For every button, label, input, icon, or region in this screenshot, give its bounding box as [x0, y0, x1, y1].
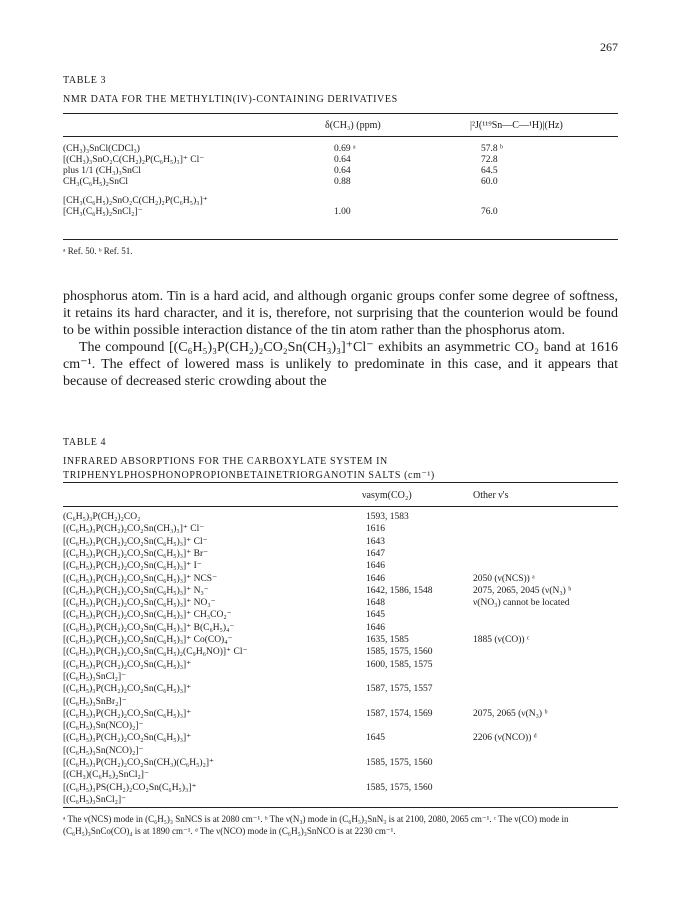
table3-row-cell-compound: [CH₃(C₆H₅)₂SnO₂C(CH₂)₂P(C₆H₅)₃]⁺ [63, 196, 208, 206]
table3-row-cell-delta: 0.64 [334, 166, 351, 176]
page-number: 267 [600, 40, 618, 54]
table4-row-cell-asym: 1646 [366, 573, 385, 584]
table4-row-cell-asym: 1587, 1575, 1557 [366, 684, 433, 695]
table4-caption [63, 436, 435, 483]
table4-row-cell-asym: 1646 [366, 561, 385, 572]
table4-row-cell-compound: [(C₆H₅)₃P(CH₂)₂CO₂Sn(C₆H₅)₃]⁺ B(C₆H₅)₄⁻ [63, 622, 235, 633]
table4-row-cell-other: 2206 (ν(NCO)) ᵈ [473, 733, 537, 744]
table4-row-cell-asym: 1648 [366, 598, 385, 609]
table4-row-cell-asym: 1587, 1574, 1569 [366, 708, 433, 719]
table3-row-cell-delta: 1.00 [334, 207, 351, 217]
table3-row-cell-compound: [CH₃(C₆H₅)₂SnCl₂]⁻ [63, 207, 143, 217]
table4-top-rule [63, 482, 618, 483]
table4-row-cell-compound: [(C₆H₅)₃Sn(NCO)₂]⁻ [63, 721, 144, 732]
table3-bottom-rule [63, 239, 618, 240]
table3-row-cell-j: 60.0 [481, 177, 498, 187]
table4-row-cell-other: 2075, 2065 (ν(N₃) ᵇ [473, 708, 548, 719]
table4-row-cell-asym: 1616 [366, 524, 385, 535]
table4-row-cell-compound: [(C₆H₅)₃P(CH₂)₂CO₂Sn(CH₃)₃]⁺ Cl⁻ [63, 524, 205, 535]
table4-row-cell-compound: [(C₆H₅)₃P(CH₂)₂CO₂Sn(C₆H₅)₃]⁺ [63, 708, 192, 719]
table4-row-cell-compound: [(C₆H₅)₃P(CH₂)₂CO₂Sn(C₆H₅)₃]⁺ Br⁻ [63, 548, 209, 559]
table4-row-cell-compound: [(C₆H₅)₃P(CH₂)₂CO₂Sn(CH₃)(C₆H₅)₂]⁺ [63, 758, 215, 768]
table3-head-rule [63, 136, 618, 137]
table4-row-cell-other: 2050 (ν(NCS)) ᵃ [473, 573, 535, 584]
table3-row-cell-compound: CH₃(C₆H₅)₂SnCl [63, 177, 128, 187]
table4-col2-header: Other ν's [473, 490, 509, 501]
table4-row-cell-compound: [(C₆H₅)₃Sn(NCO)₂]⁻ [63, 745, 144, 756]
table4-row-cell-compound: [(C₆H₅)₃P(CH₂)₂CO₂Sn(C₆H₅)₃]⁺ [63, 684, 192, 695]
table4-row-cell-compound: [(C₆H₅)₃SnCl₂]⁻ [63, 794, 127, 805]
table4-row-cell-other: 1885 (ν(CO)) ᶜ [473, 635, 530, 645]
table3-col1-header: δ(CH₃) (ppm) [325, 120, 381, 131]
table4-row-cell-other: ν(NO₃) cannot be located [473, 598, 570, 609]
table4-col1-header: νasym(CO₂) [362, 490, 412, 501]
table4-footnote: ᵃ The ν(NCS) mode in (C₆H₅)₃ SnNCS is at 2080 cm⁻¹. ᵇ The ν(N₃) mode in (C₆H₅)₃SnN₃ is at 2100, 2080, 2065 cm⁻¹. ᶜ The ν(CO) mode in (C₆H₅)₃SnCo(CO)₄ is at 1890 cm⁻¹. ᵈ The ν(NCO) mode in (C₆H₅)₃SnNCO is at 2230 cm⁻¹. [63, 814, 569, 836]
table4-row-cell-compound: [(CH₃)(C₆H₅)₂SnCl₂]⁻ [63, 770, 149, 781]
table4-row-cell-asym: 1646 [366, 622, 385, 633]
table4-row-cell-compound: [(C₆H₅)₃P(CH₂)₂CO₂Sn(C₆H₅)₃]⁺ CH₃CO₂⁻ [63, 610, 232, 621]
table4-row-cell-compound: [(C₆H₅)₃SnBr₂]⁻ [63, 696, 127, 707]
table4-row-cell-compound: [(C₆H₅)₃P(CH₂)₂CO₂Sn(C₆H₅)₃]⁺ N₃⁻ [63, 585, 209, 596]
table3-row-cell-delta: 0.69 ᵃ [334, 144, 356, 154]
table4-row-cell-compound: (C₆H₅)₃P(CH₂)₂CO₂ [63, 512, 141, 522]
table3-row-cell-compound: (CH₃)₃SnCl(CDCl₃) [63, 144, 140, 154]
table4-row-cell-asym: 1585, 1575, 1560 [366, 647, 433, 658]
table4-row-cell-asym: 1585, 1575, 1560 [366, 782, 433, 793]
table3-row-cell-compound: [(CH₃)₃SnO₂C(CH₂)₂P(C₆H₅)₃]⁺ Cl⁻ [63, 155, 205, 165]
table4-row-cell-other: 2075, 2065, 2045 (ν(N₃) ᵇ [473, 585, 572, 596]
table3-row-cell-j: 76.0 [481, 207, 498, 217]
table3-footnote: ᵃ Ref. 50. ᵇ Ref. 51. [63, 246, 133, 256]
table4-row-cell-asym: 1600, 1585, 1575 [366, 659, 433, 670]
table4-row-cell-asym: 1645 [366, 610, 385, 621]
table3-row-cell-delta: 0.64 [334, 155, 351, 165]
table4-row-cell-compound: [(C₆H₅)₃P(CH₂)₂CO₂Sn(C₆H₅)₃]⁺ NCS⁻ [63, 573, 218, 584]
table3-title: NMR DATA FOR THE METHYLTIN(IV)-CONTAINING DERIVATIVES [63, 94, 398, 105]
table3-row-cell-j: 57.8 ᵇ [481, 144, 503, 154]
table4-label: TABLE 4 [63, 437, 107, 448]
table3-label: TABLE 3 [63, 75, 107, 86]
table4-row-cell-compound: [(C₆H₅)₃P(CH₂)₂CO₂Sn(C₆H₅)₂(C₉H₆NO)]⁺ Cl⁻ [63, 647, 248, 658]
table4-head-rule [63, 506, 618, 507]
table4-title-line2: TRIPHENYLPHOSPHONOPROPIONBETAINETRIORGANOTIN SALTS (cm⁻¹) [63, 470, 435, 481]
table3-caption [63, 74, 398, 107]
body-text [63, 288, 618, 390]
table4-title-line1: INFRARED ABSORPTIONS FOR THE CARBOXYLATE SYSTEM IN [63, 456, 388, 467]
table4-row-cell-compound: [(C₆H₅)₃P(CH₂)₂CO₂Sn(C₆H₅)₃]⁺ I⁻ [63, 561, 202, 572]
table4-row-cell-asym: 1645 [366, 733, 385, 744]
table4-row-cell-compound: [(C₆H₅)₃P(CH₂)₂CO₂Sn(C₆H₅)₃]⁺ [63, 659, 192, 670]
table3-row-cell-j: 72.8 [481, 155, 498, 165]
table3-row-cell-delta: 0.88 [334, 177, 351, 187]
table4-row-cell-asym: 1643 [366, 536, 385, 547]
table4-row-cell-asym: 1593, 1583 [366, 512, 409, 522]
table4-row-cell-compound: [(C₆H₅)₃P(CH₂)₂CO₂Sn(C₆H₅)₃]⁺ NO₃⁻ [63, 598, 216, 609]
table4-row-cell-asym: 1642, 1586, 1548 [366, 585, 433, 596]
table3-top-rule [63, 113, 618, 114]
table4-row-cell-compound: [(C₆H₅)₃SnCl₂]⁻ [63, 671, 127, 682]
body-paragraph-1: phosphorus atom. Tin is a hard acid, and although organic groups confer some degree of softness, it retains its hard character, and it is, therefore, not surprising that the counterion would be found to be within possible interaction distance of the tin atom rather than the phosphorus atom. [63, 289, 618, 338]
table4-bottom-rule [63, 807, 618, 808]
table4-row-cell-compound: [(C₆H₅)₃P(CH₂)₂CO₂Sn(C₆H₅)₃]⁺ Co(CO)₄⁻ [63, 635, 233, 645]
table4-row-cell-compound: [(C₆H₅)₃P(CH₂)₂CO₂Sn(C₆H₅)₃]⁺ [63, 733, 192, 744]
table4-row-cell-compound: [(C₆H₅)₃PS(CH₂)₂CO₂Sn(C₆H₅)₃]⁺ [63, 782, 197, 793]
table4-row-cell-asym: 1585, 1575, 1560 [366, 758, 433, 768]
table4-row-cell-asym: 1647 [366, 548, 385, 559]
body-paragraph-2: The compound [(C₆H₅)₃P(CH₂)₂CO₂Sn(CH₃)₃]⁺Cl⁻ exhibits an asymmetric CO₂ band at 1616 cm⁻¹. The effect of lowered mass is unlikely to predominate in this case, and it appears that because of decreased steric crowding about the [63, 340, 618, 389]
table3-row-cell-j: 64.5 [481, 166, 498, 176]
table3-row-cell-compound: plus 1/1 (CH₃)₃SnCl [63, 166, 141, 176]
table4-row-cell-compound: [(C₆H₅)₃P(CH₂)₂CO₂Sn(C₆H₅)₃]⁺ Cl⁻ [63, 536, 208, 547]
table3-col2-header: |²J(¹¹⁹Sn—C—¹H)|(Hz) [470, 120, 563, 131]
table4-row-cell-asym: 1635, 1585 [366, 635, 409, 645]
